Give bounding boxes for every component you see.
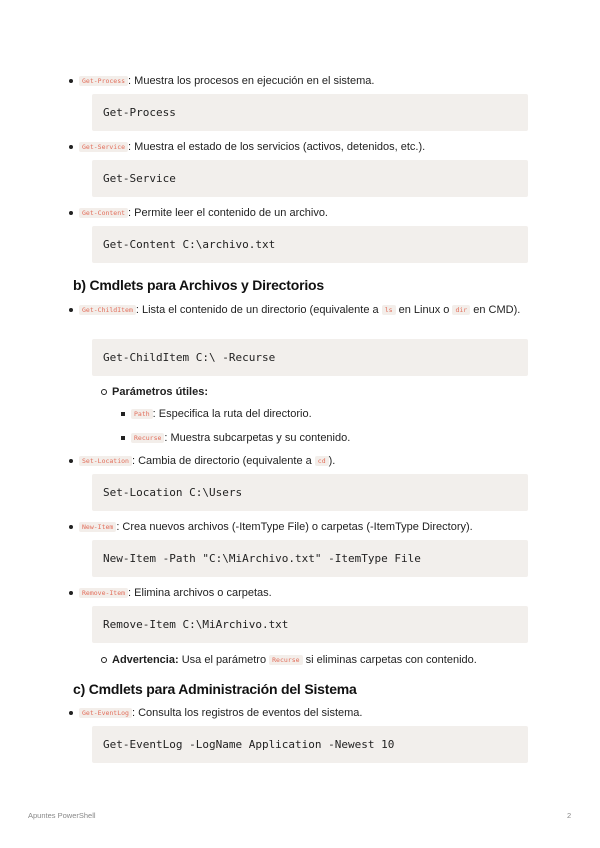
inline-code: Recurse (269, 655, 302, 665)
inline-code: Get-Service (79, 142, 128, 152)
code-block: New-Item -Path "C:\MiArchivo.txt" -ItemType File (92, 540, 528, 577)
inline-code: Path (131, 409, 153, 419)
section-heading-c: c) Cmdlets para Administración del Sistema (73, 681, 357, 697)
code-block: Get-EventLog -LogName Application -Newest 10 (92, 726, 528, 763)
item-description: : Cambia de directorio (equivalente a (131, 455, 312, 467)
footer-title: Apuntes PowerShell (28, 811, 96, 820)
params-title: Parámetros útiles: (112, 386, 208, 398)
page-number: 2 (567, 811, 572, 820)
inline-code: Get-EventLog (79, 708, 132, 718)
inline-code: New-Item (79, 522, 116, 532)
inline-code: Get-ChildItem (79, 305, 136, 315)
inline-code: Recurse (131, 433, 164, 443)
code-block: Get-ChildItem C:\ -Recurse (92, 339, 528, 376)
sublist-item-warning (112, 652, 522, 668)
inline-code: Get-Content (79, 208, 128, 218)
list-item-set-location (79, 453, 529, 469)
code-block: Remove-Item C:\MiArchivo.txt (92, 606, 528, 643)
param-description: : Muestra subcarpetas y su contenido. (164, 432, 351, 444)
item-description: : Permite leer el contenido de un archivo. (128, 207, 328, 219)
item-description: : Consulta los registros de eventos del sistema. (131, 707, 363, 719)
inline-code: Get-Process (79, 76, 128, 86)
param-item-path (131, 406, 521, 422)
inline-code: Set-Location (79, 456, 132, 466)
param-description: : Especifica la ruta del directorio. (152, 408, 312, 420)
code-block: Get-Content C:\archivo.txt (92, 226, 528, 263)
item-description: ). (328, 455, 336, 467)
item-description: en Linux o (398, 304, 450, 316)
inline-code: Remove-Item (79, 588, 128, 598)
item-description: : Elimina archivos o carpetas. (128, 587, 272, 599)
warning-label: Advertencia: (112, 654, 179, 666)
item-description: : Muestra el estado de los servicios (activos, detenidos, etc.). (128, 141, 426, 153)
item-description: : Muestra los procesos en ejecución en el sistema. (128, 75, 375, 87)
list-item-get-eventlog (79, 705, 529, 721)
list-item-get-service (79, 139, 529, 155)
warning-text: si eliminas carpetas con contenido. (305, 654, 477, 666)
item-description: en CMD). (473, 304, 521, 316)
sublist-item-params (112, 384, 522, 400)
section-heading-b: b) Cmdlets para Archivos y Directorios (73, 277, 324, 293)
inline-code: dir (452, 305, 470, 315)
list-item-remove-item (79, 585, 529, 601)
warning-text: Usa el parámetro (181, 654, 267, 666)
list-item-get-process (79, 73, 529, 89)
code-block: Get-Service (92, 160, 528, 197)
list-item-get-content (79, 205, 529, 221)
code-block: Get-Process (92, 94, 528, 131)
inline-code: ls (382, 305, 396, 315)
code-block: Set-Location C:\Users (92, 474, 528, 511)
param-item-recurse (131, 430, 521, 446)
list-item-get-childitem (79, 302, 529, 318)
item-description: : Crea nuevos archivos (-ItemType File) o carpetas (-ItemType Directory). (116, 521, 473, 533)
inline-code: cd (315, 456, 329, 466)
list-item-new-item (79, 519, 529, 535)
item-description: : Lista el contenido de un directorio (equivalente a (135, 304, 379, 316)
